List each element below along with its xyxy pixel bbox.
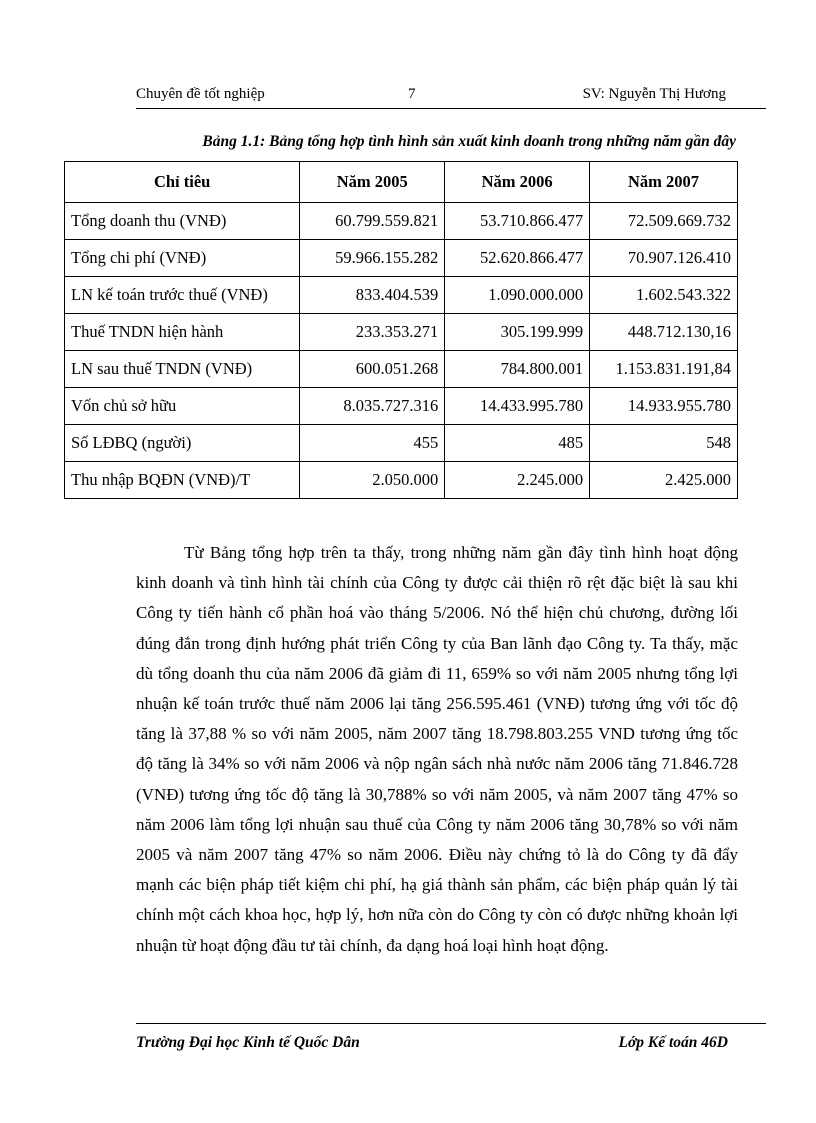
- row-label: LN kế toán trước thuế (VNĐ): [65, 277, 300, 314]
- row-label: Tổng doanh thu (VNĐ): [65, 203, 300, 240]
- table-cell: 305.199.999: [445, 314, 590, 351]
- column-header: Năm 2006: [445, 162, 590, 203]
- table-cell: 1.090.000.000: [445, 277, 590, 314]
- table-row: [65, 203, 738, 240]
- table-row: [65, 388, 738, 425]
- header-topic: Chuyên đề tốt nghiệp: [136, 86, 265, 102]
- column-header: Năm 2007: [590, 162, 738, 203]
- footer-university: Trường Đại học Kinh tế Quốc Dân: [136, 1034, 360, 1051]
- table-cell: 53.710.866.477: [445, 203, 590, 240]
- page-header: [136, 86, 766, 109]
- table-cell: 485: [445, 425, 590, 462]
- table-cell: 448.712.130,16: [590, 314, 738, 351]
- table-cell: 70.907.126.410: [590, 240, 738, 277]
- table-cell: 59.966.155.282: [300, 240, 445, 277]
- table-caption: Bảng 1.1: Bảng tổng hợp tình hình sản xuất kinh doanh trong những năm gần đây: [202, 133, 736, 150]
- table-cell: 52.620.866.477: [445, 240, 590, 277]
- table-cell: 455: [300, 425, 445, 462]
- table-cell: 14.933.955.780: [590, 388, 738, 425]
- table-row: [65, 425, 738, 462]
- table-cell: 233.353.271: [300, 314, 445, 351]
- header-student-name: SV: Nguyễn Thị Hương: [582, 86, 726, 102]
- table-row: [65, 351, 738, 388]
- row-label: Tổng chi phí (VNĐ): [65, 240, 300, 277]
- table-cell: 14.433.995.780: [445, 388, 590, 425]
- row-label: Số LĐBQ (người): [65, 425, 300, 462]
- table-cell: 784.800.001: [445, 351, 590, 388]
- table-cell: 2.425.000: [590, 462, 738, 499]
- table-cell: 1.153.831.191,84: [590, 351, 738, 388]
- table-cell: 1.602.543.322: [590, 277, 738, 314]
- body-paragraph: Từ Bảng tổng hợp trên ta thấy, trong những năm gần đây tình hình hoạt động kinh doanh và tình hình tài chính của Công ty được cải thiện rõ rệt đặc biệt là sau khi Công ty tiến hành cổ phần hoá vào tháng 5/2006. Nó thể hiện chủ chương, đường lối đúng đắn trong định hướng phát triển Công ty của Ban lãnh đạo Công ty. Ta thấy, mặc dù tổng doanh thu của năm 2006 đã giảm đi 11, 659% so với năm 2005 nhưng tổng lợi nhuận kế toán trước thuế năm 2006 lại tăng 256.595.461 (VNĐ) tương ứng với tốc độ tăng là 37,88 % so với năm 2005, năm 2007 tăng 18.798.803.255 VND tương ứng tốc độ tăng là 34% so với năm 2006 và nộp ngân sách nhà nước năm 2006 tăng 71.846.728 (VNĐ) tương ứng tốc độ tăng là 30,788% so với năm 2005, và năm 2007 tăng 47% so năm 2006 làm tổng lợi nhuận sau thuế của Công ty năm 2006 tăng 30,78% so với năm 2005 và năm 2007 tăng 47% so năm 2006. Điều này chứng tỏ là do Công ty đã đẩy mạnh các biện pháp tiết kiệm chi phí, hạ giá thành sản phẩm, các biện pháp quản lý tài chính một cách khoa học, hợp lý, hơn nữa còn do Công ty còn có được những khoản lợi nhuận từ hoạt động đầu tư tài chính, đa dạng hoá loại hình hoạt động.: [136, 543, 738, 955]
- row-label: Thuế TNDN hiện hành: [65, 314, 300, 351]
- table-cell: 72.509.669.732: [590, 203, 738, 240]
- row-label: Thu nhập BQĐN (VNĐ)/T: [65, 462, 300, 499]
- table-cell: 600.051.268: [300, 351, 445, 388]
- table-row: [65, 314, 738, 351]
- table-cell: 833.404.539: [300, 277, 445, 314]
- table-cell: 2.245.000: [445, 462, 590, 499]
- table-row: [65, 240, 738, 277]
- summary-table: [64, 161, 738, 499]
- table-cell: 8.035.727.316: [300, 388, 445, 425]
- table-cell: 548: [590, 425, 738, 462]
- row-label: Vốn chủ sở hữu: [65, 388, 300, 425]
- table-cell: 60.799.559.821: [300, 203, 445, 240]
- row-label: LN sau thuế TNDN (VNĐ): [65, 351, 300, 388]
- table-header-row: [65, 162, 738, 203]
- table-row: [65, 277, 738, 314]
- footer-class: Lớp Kế toán 46D: [618, 1034, 728, 1051]
- column-header: Năm 2005: [300, 162, 445, 203]
- table-row: [65, 462, 738, 499]
- table-cell: 2.050.000: [300, 462, 445, 499]
- page-number: 7: [408, 86, 416, 102]
- column-header: Chỉ tiêu: [65, 162, 300, 203]
- page-footer: [136, 1023, 766, 1051]
